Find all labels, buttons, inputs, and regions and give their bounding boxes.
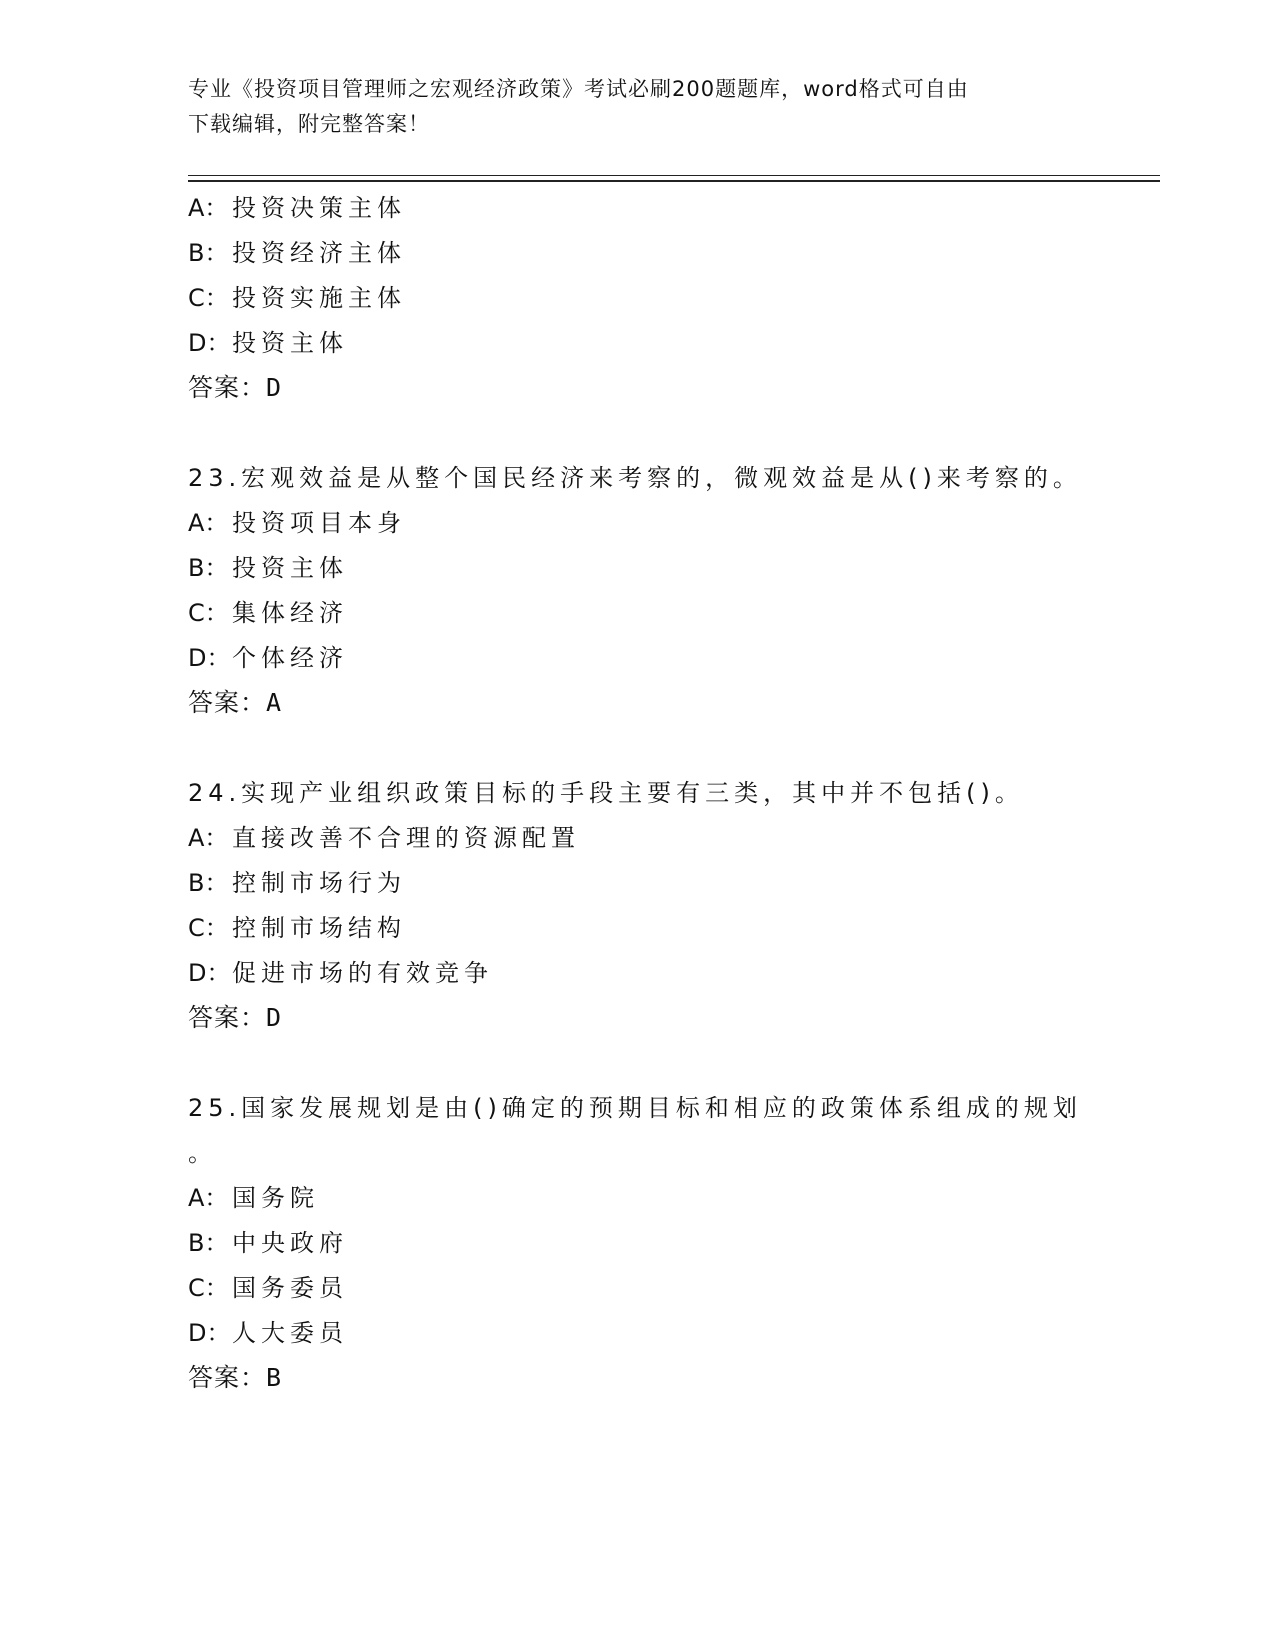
header-line-2: 下载编辑，附完整答案！ bbox=[188, 112, 430, 136]
q23-option-d: D：个体经济 bbox=[188, 644, 348, 672]
q24-option-c: C： 控制市场结构 bbox=[188, 914, 406, 942]
q25-answer: 答案：B bbox=[188, 1363, 283, 1392]
q25-option-b: B： 中央政府 bbox=[188, 1229, 348, 1257]
q25-question-cont: 。 bbox=[188, 1139, 217, 1167]
q24-question: 24.实现产业组织政策目标的手段主要有三类，其中并不包括()。 bbox=[188, 779, 1024, 807]
q23-question: 23.宏观效益是从整个国民经济来考察的，微观效益是从()来考察的。 bbox=[188, 464, 1082, 492]
q22-option-b: B： 投资经济主体 bbox=[188, 239, 406, 267]
q22-option-a: A： 投资决策主体 bbox=[188, 194, 406, 222]
q23-option-a: A： 投资项目本身 bbox=[188, 509, 406, 537]
q24-option-b: B： 控制市场行为 bbox=[188, 869, 406, 897]
q22-answer: 答案：D bbox=[188, 373, 283, 402]
q23-answer: 答案：A bbox=[188, 688, 283, 717]
header-line-1: 专业《投资项目管理师之宏观经济政策》考试必刷200题题库，word格式可自由 bbox=[188, 77, 969, 101]
document-header bbox=[188, 72, 1068, 142]
q25-option-a: A： 国务院 bbox=[188, 1184, 319, 1212]
header-divider-thin bbox=[188, 175, 1160, 176]
q22-option-d: D：投资主体 bbox=[188, 329, 348, 357]
q24-option-d: D：促进市场的有效竞争 bbox=[188, 959, 493, 987]
q24-answer: 答案：D bbox=[188, 1003, 283, 1032]
q24-option-a: A： 直接改善不合理的资源配置 bbox=[188, 824, 580, 852]
q22-option-c: C： 投资实施主体 bbox=[188, 284, 406, 312]
q25-question: 25.国家发展规划是由()确定的预期目标和相应的政策体系组成的规划 bbox=[188, 1094, 1082, 1122]
q23-option-b: B： 投资主体 bbox=[188, 554, 348, 582]
header-divider-thick bbox=[188, 180, 1160, 182]
q23-option-c: C： 集体经济 bbox=[188, 599, 348, 627]
q25-option-d: D：人大委员 bbox=[188, 1319, 348, 1347]
q25-option-c: C： 国务委员 bbox=[188, 1274, 348, 1302]
